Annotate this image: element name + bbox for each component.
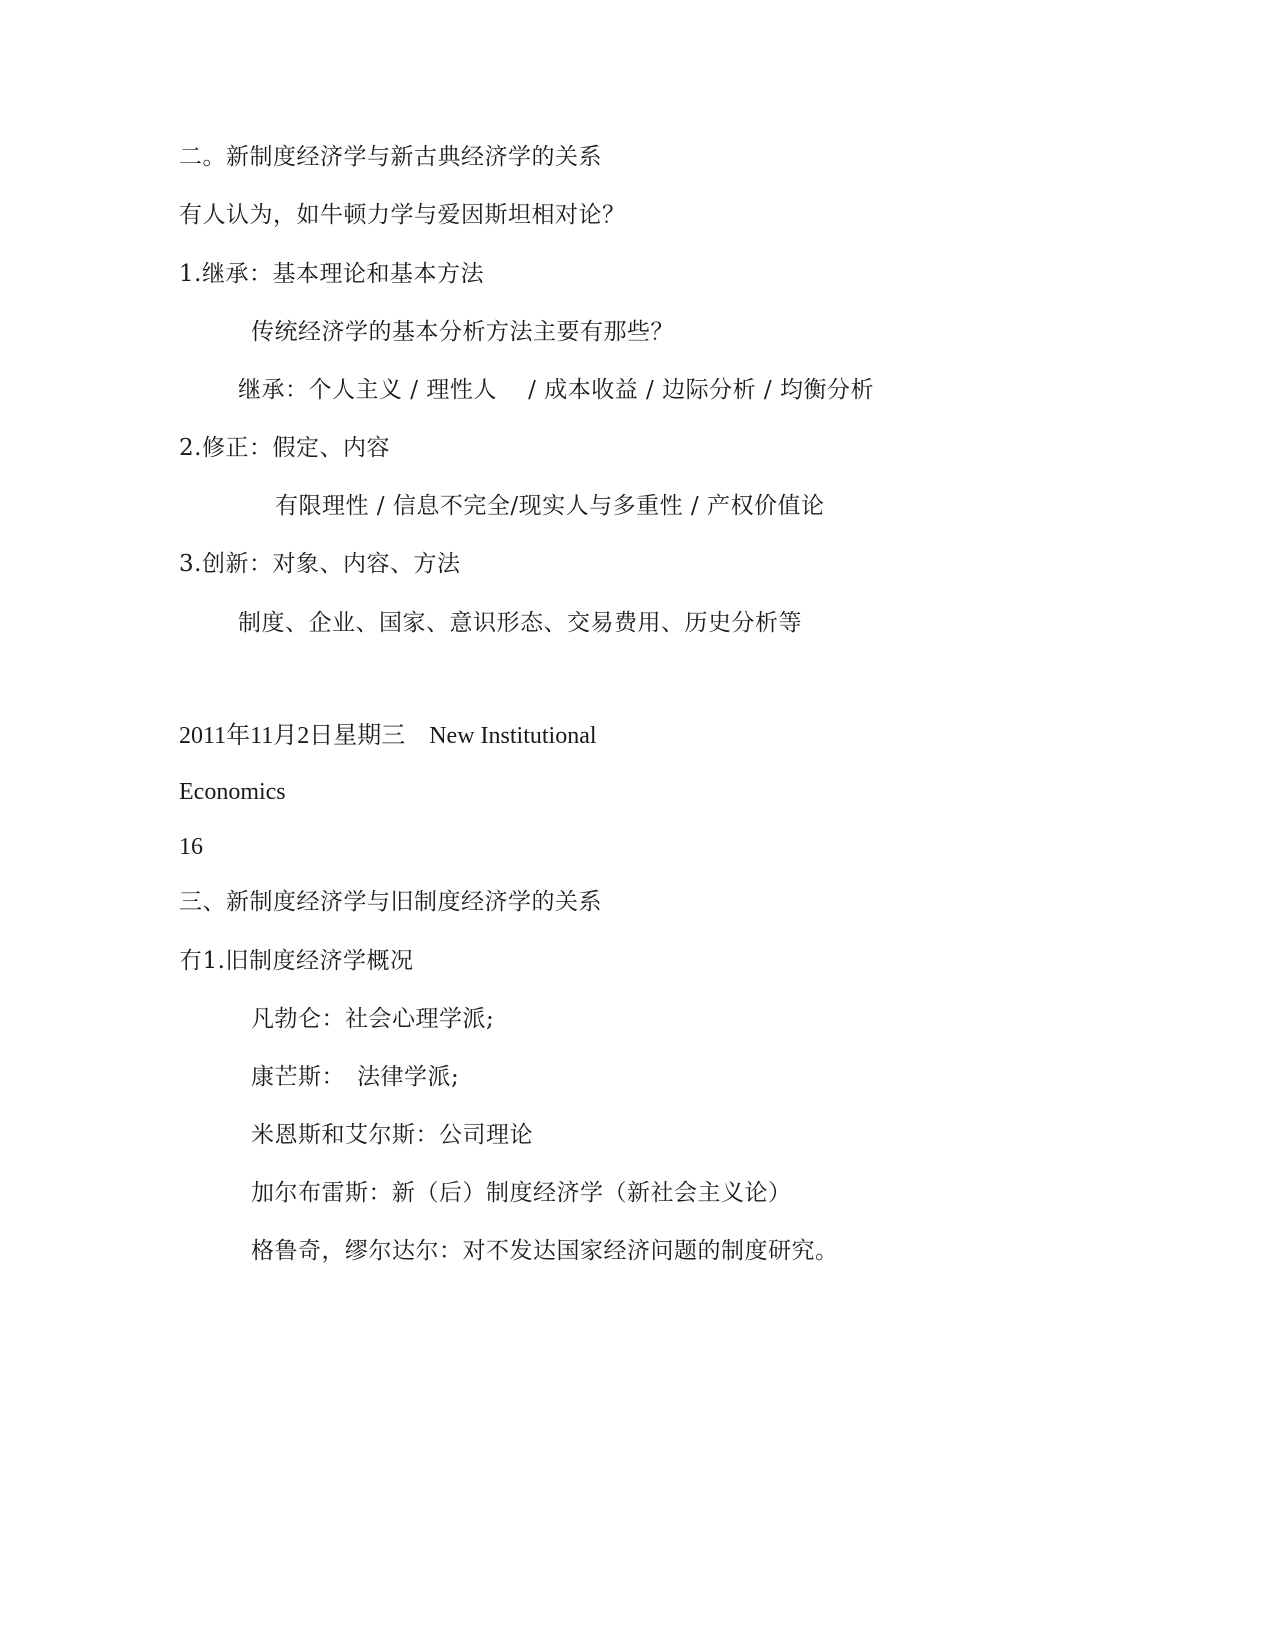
point-3-detail: 制度、企业、国家、意识形态、交易费用、历史分析等 [238, 610, 802, 636]
section-3-heading: 三、新制度经济学与旧制度经济学的关系 [179, 889, 602, 915]
point-1-detail: 继承：个人主义 / 理性人 / 成本收益 / 边际分析 / 均衡分析 [238, 377, 874, 403]
section-3-item: 康芒斯： 法律学派; [251, 1064, 460, 1090]
point-2-detail: 有限理性 / 信息不完全/现实人与多重性 / 产权价值论 [275, 493, 825, 519]
point-2-heading: 2.修正：假定、内容 [179, 435, 390, 461]
point-1-question: 传统经济学的基本分析方法主要有那些？ [251, 319, 674, 345]
footer-date-line: 2011年11月2日星期三 New Institutional [179, 723, 597, 749]
section-3-item: 格鲁奇，缪尔达尔：对不发达国家经济问题的制度研究。 [251, 1238, 839, 1264]
point-1-heading: 1.继承：基本理论和基本方法 [179, 261, 484, 287]
footer-course-line: Economics [179, 779, 286, 805]
section-3-item: 加尔布雷斯：新（后）制度经济学（新社会主义论） [251, 1180, 792, 1206]
section-2-question: 有人认为，如牛顿力学与爱因斯坦相对论？ [179, 202, 626, 228]
section-3-item: 米恩斯和艾尔斯：公司理论 [251, 1122, 533, 1148]
section-3-item: 凡勃仑：社会心理学派; [251, 1006, 495, 1032]
point-3-heading: 3.创新：对象、内容、方法 [179, 551, 461, 577]
page-number: 16 [179, 834, 203, 860]
section-3-subheading: 冇1.旧制度经济学概况 [179, 948, 414, 974]
section-2-heading: 二。新制度经济学与新古典经济学的关系 [179, 144, 602, 170]
